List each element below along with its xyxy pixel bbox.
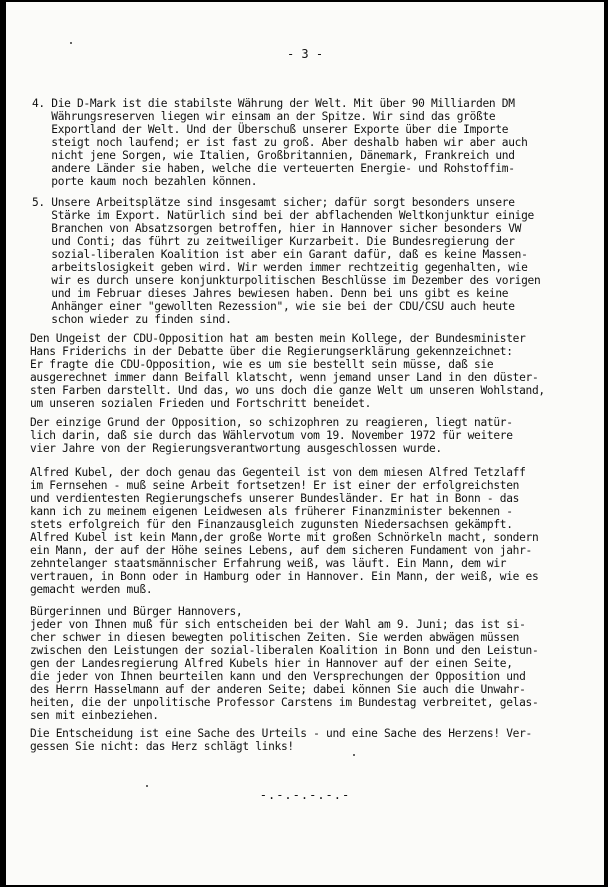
text-line: Stärke im Export. Natürlich sind bei der abflachenden Weltkonjunktur einige — [32, 209, 534, 222]
text-line: Er fragte die CDU-Opposition, wie es um sie bestellt sein müsse, daß sie — [30, 358, 494, 371]
text-line: Branchen von Absatzsorgen betroffen, hier in Hannover sicher besonders VW — [32, 222, 522, 235]
text-line: Anhänger einer "gewollten Rezession", wie sie bei der CDU/CSU auch heute — [32, 300, 515, 313]
text-line: vertrauen, in Bonn oder in Hamburg oder in Hannover. Ein Mann, der weiß, wie es — [30, 570, 539, 583]
footer-divider: -.-.-.-.-.- — [259, 788, 351, 802]
text-line: nicht jene Sorgen, wie Italien, Großbritannien, Dänemark, Frankreich und — [32, 149, 515, 162]
text-line: des Herrn Hasselmann auf der anderen Seite; dabei können Sie auch die Unwahr- — [30, 683, 526, 696]
text-line: Den Ungeist der CDU-Opposition hat am besten mein Kollege, der Bundesminister — [30, 332, 526, 345]
text-line: sozial-liberalen Koalition ist aber ein Garant dafür, daß es keine Massen- — [32, 248, 528, 261]
text-line: gessen Sie nicht: das Herz schlägt links! — [30, 740, 294, 753]
text-line: cher schwer in diesen bewegten politischen Zeiten. Sie werden abwägen müssen — [30, 631, 520, 644]
text-line: andere Länder sie haben, welche die verteuerten Energie- und Rohstoffim- — [32, 162, 515, 175]
text-line: arbeitslosigkeit geben wird. Wir werden immer rechtzeitig gegenhalten, wie — [32, 261, 528, 274]
text-line: steigt noch laufend; er ist fast zu groß. Aber deshalb haben wir aber auch — [32, 136, 528, 149]
text-line: Alfred Kubel, der doch genau das Gegenteil ist von dem miesen Alfred Tetzlaff — [30, 466, 526, 479]
page-number: - 3 - — [286, 47, 324, 61]
text-line: porte kaum noch bezahlen können. — [32, 175, 258, 188]
text-line: Bürgerinnen und Bürger Hannovers, — [30, 605, 243, 618]
text-line: jeder von Ihnen muß für sich entscheiden bei der Wahl am 9. Juni; das ist si- — [30, 618, 526, 631]
text-line: Alfred Kubel ist kein Mann,der große Worte mit großen Schnörkeln macht, sondern — [30, 531, 539, 544]
text-line: Währungsreserven liegen wir einsam an der Spitze. Wir sind das größte — [32, 110, 496, 123]
text-line: und im Februar dieses Jahres bewiesen haben. Denn bei uns gibt es keine — [32, 287, 509, 300]
text-line: zehntelanger staatsmännischer Erfahrung weiß, was läuft. Ein Mann, dem wir — [30, 557, 507, 570]
text-line: die jeder von Ihnen beurteilen kann und den Versprechungen der Opposition und — [30, 670, 526, 683]
text-line: Die Entscheidung ist eine Sache des Urteils - und eine Sache des Herzens! Ver- — [30, 727, 532, 740]
text-line: ein Mann, der auf der Höhe seines Lebens, auf dem sicheren Fundament von jahr- — [30, 544, 532, 557]
text-line: Exportland der Welt. Und der Überschuß unserer Exporte über die Importe — [32, 123, 509, 136]
text-line: Hans Friderichs in der Debatte über die Regierungserklärung gekennzeichnet: — [30, 345, 513, 358]
scan-speck — [353, 754, 355, 756]
text-line: und Conti; das führt zu zeitweiliger Kurzarbeit. Die Bundesregierung der — [32, 235, 515, 248]
text-line: ausgerechnet immer dann Beifall klatscht, wenn jemand unser Land in den düster- — [30, 371, 539, 384]
text-line: lich darin, daß sie durch das Wählervotum vom 19. November 1972 für weitere — [30, 429, 513, 442]
text-line: kann ich zu meinem eigenen Leidwesen als früherer Finanzminister bekennen - — [30, 505, 513, 518]
text-line: vier Jahre von der Regierungsverantwortung ausgeschlossen wurde. — [30, 442, 442, 455]
text-line: Der einzige Grund der Opposition, so schizophren zu reagieren, liegt natür- — [30, 416, 513, 429]
text-line: 5. Unsere Arbeitsplätze sind insgesamt sicher; dafür sorgt besonders unsere — [32, 196, 515, 209]
text-line: stets erfolgreich für den Finanzausgleich zugunsten Niedersachsen gekämpft. — [30, 518, 513, 531]
text-line: schon wieder zu finden sind. — [32, 313, 232, 326]
text-line: wir es durch unsere konjunkturpolitischen Beschlüsse im Dezember des vorigen — [32, 274, 541, 287]
text-line: um unseren sozialen Frieden und Fortschritt beneidet. — [30, 397, 372, 410]
text-line: sen mit einbeziehen. — [30, 709, 159, 722]
text-line: im Fernsehen - muß seine Arbeit fortsetzen! Er ist einer der erfolgreichsten — [30, 479, 520, 492]
text-line: heiten, die der unpolitische Professor Carstens im Bundestag verbreitet, gelas- — [30, 696, 539, 709]
text-line: gen der Landesregierung Alfred Kubels hier in Hannover auf der einen Seite, — [30, 657, 513, 670]
scan-speck — [70, 42, 72, 44]
scan-speck — [146, 785, 148, 787]
text-line: 4. Die D-Mark ist die stabilste Währung der Welt. Mit über 90 Milliarden DM — [32, 97, 515, 110]
text-line: und verdientesten Regierungschefs unserer Bundesländer. Er hat in Bonn - das — [30, 492, 520, 505]
text-line: sten Farben darstellt. Und das, wo uns doch die ganze Welt um unseren Wohlstand, — [30, 384, 545, 397]
text-line: gemacht werden muß. — [30, 583, 153, 596]
text-line: zwischen den Leistungen der sozial-liberalen Koalition in Bonn und den Leistun- — [30, 644, 539, 657]
